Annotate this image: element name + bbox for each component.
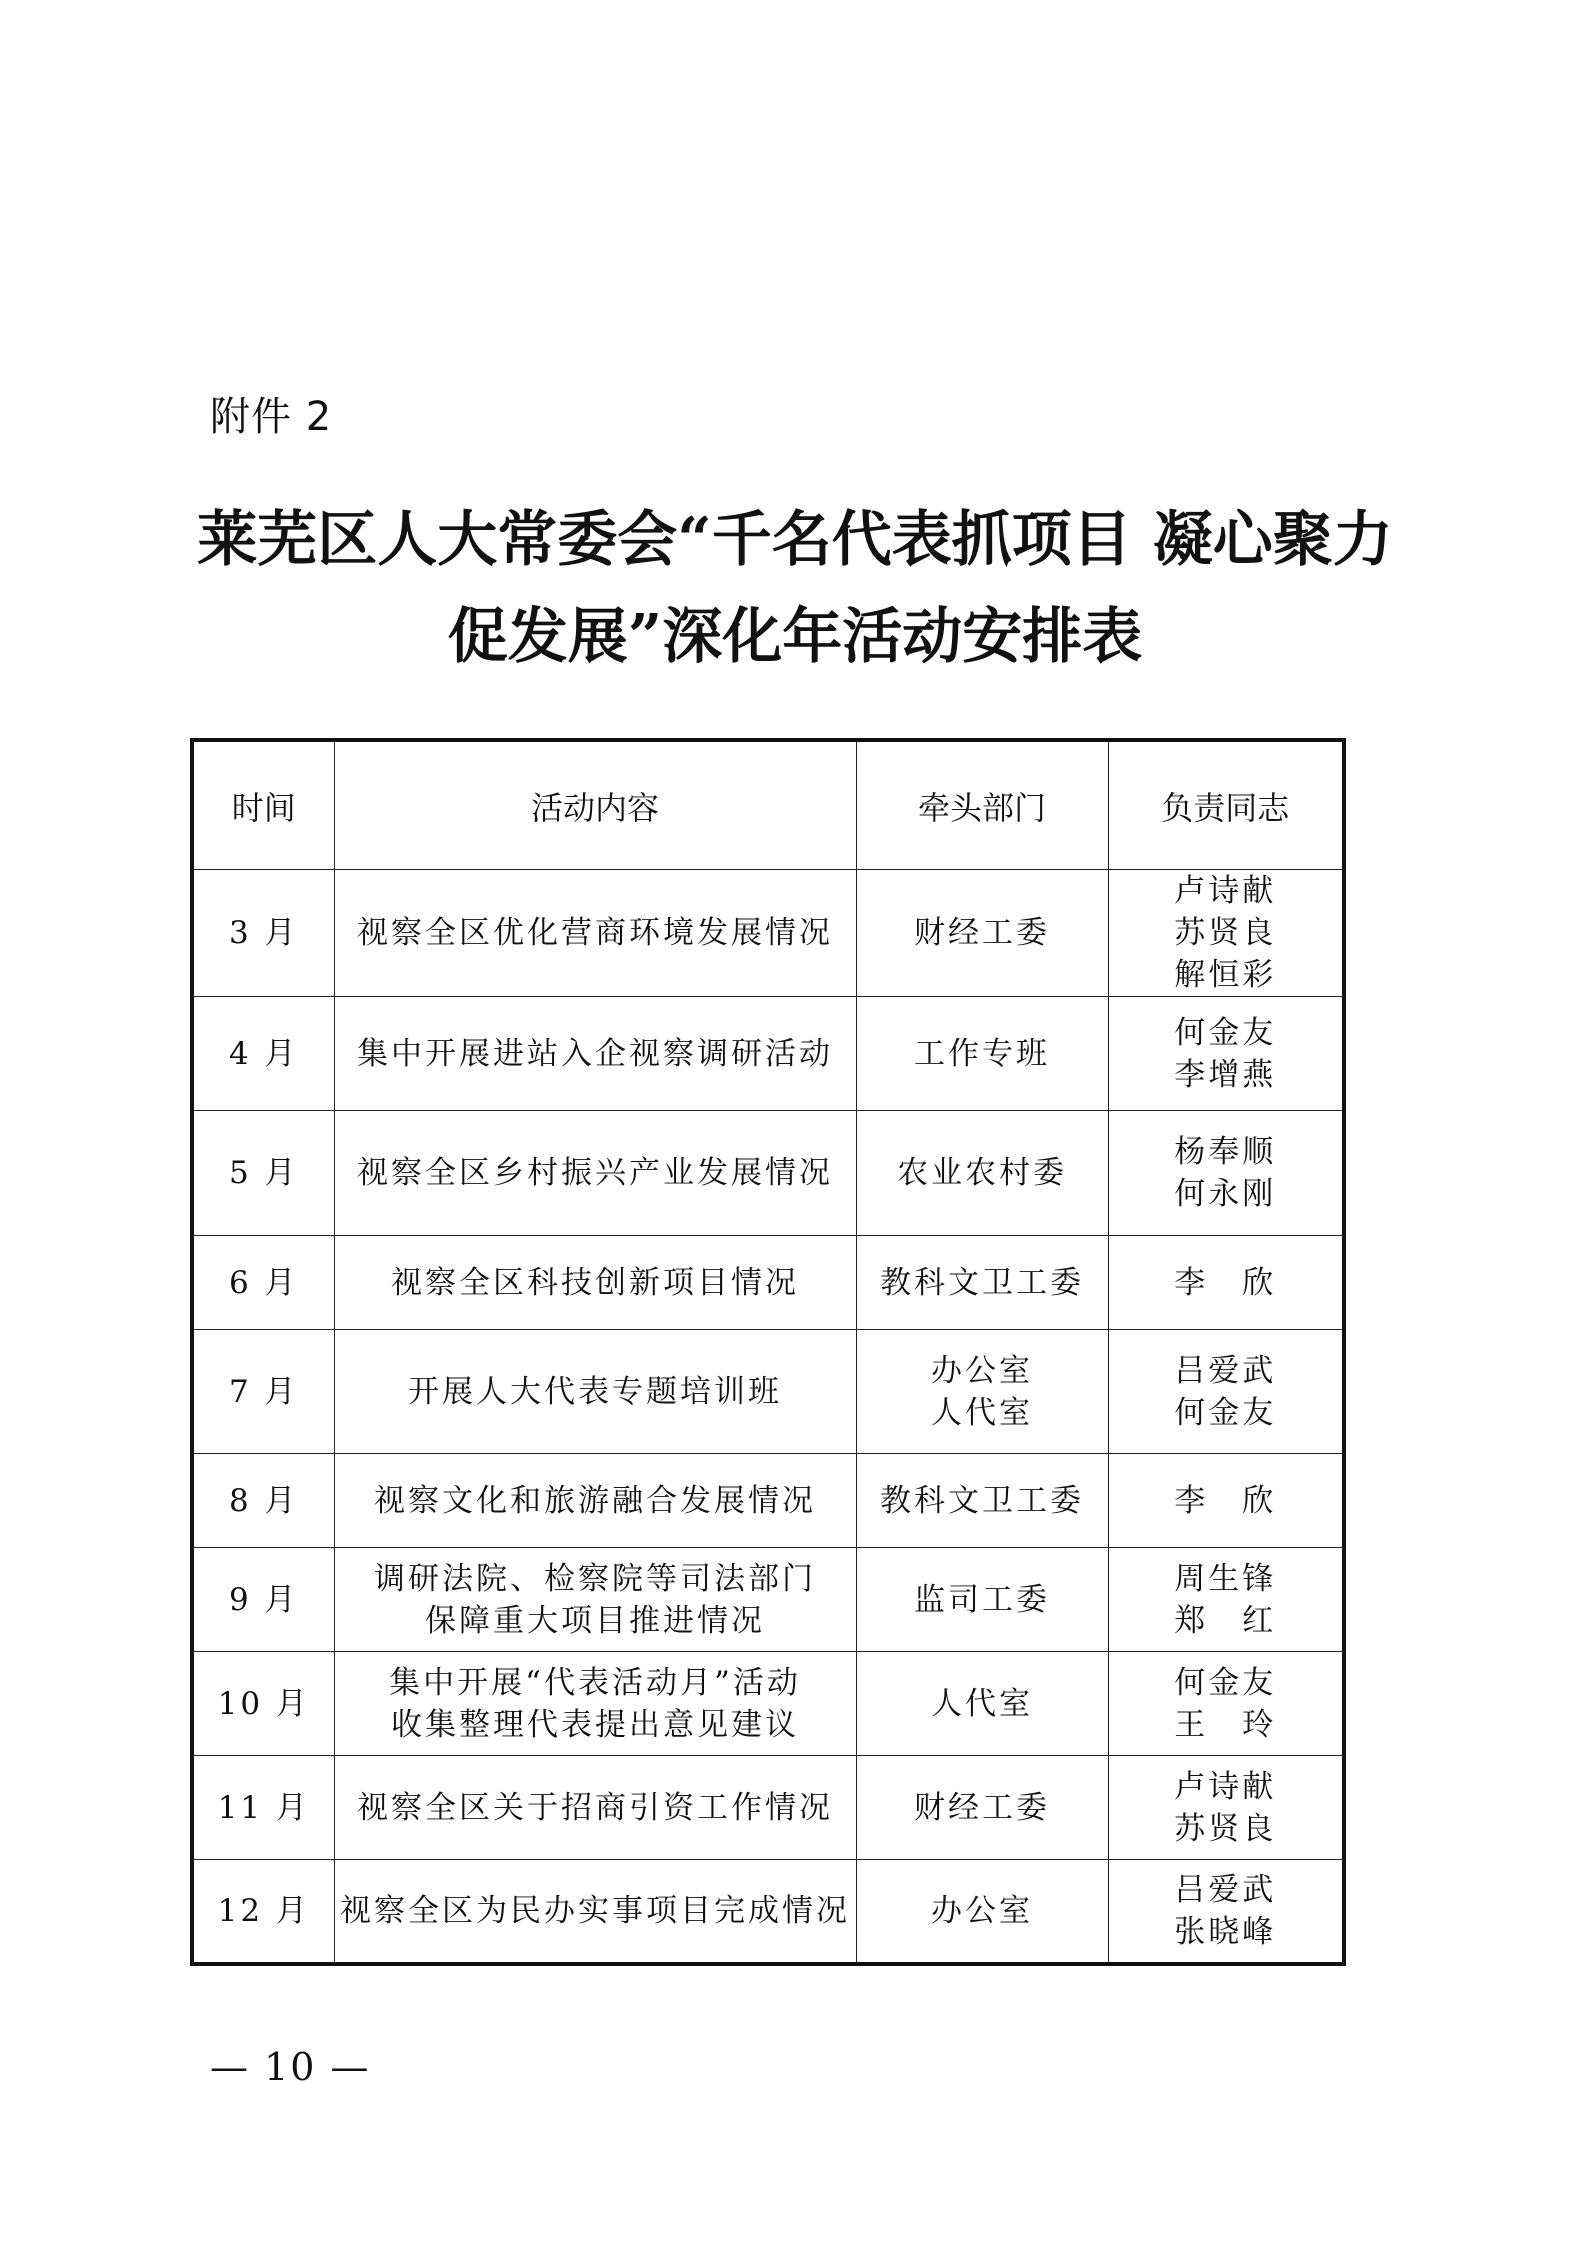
cell-content-line: 集中开展进站入企视察调研活动	[357, 1035, 833, 1072]
cell-content-line: 视察文化和旅游融合发展情况	[374, 1482, 816, 1519]
table-row	[192, 1236, 1344, 1330]
cell-person-line: 何永刚	[1174, 1176, 1277, 1212]
cell-person-line: 吕爱武	[1174, 1352, 1277, 1389]
activity-schedule-table	[190, 738, 1346, 1966]
header-time: 时间	[192, 740, 334, 870]
cell-dept	[856, 997, 1108, 1111]
cell-person-line: 苏贤良	[1174, 915, 1277, 951]
document-title-line-2: 促发展”深化年活动安排表	[447, 602, 1143, 672]
cell-person-line: 何金友	[1174, 1014, 1277, 1051]
cell-person-line: 李 欣	[1174, 1482, 1277, 1519]
cell-person	[1108, 1860, 1344, 1964]
cell-dept	[856, 870, 1108, 997]
cell-person-line: 张晓峰	[1174, 1913, 1277, 1950]
cell-dept	[856, 1652, 1108, 1756]
cell-dept-line: 人代室	[931, 1394, 1033, 1431]
cell-dept-line: 教科文卫工委	[880, 1482, 1084, 1519]
table-row	[192, 1454, 1344, 1548]
cell-time: 9 月	[192, 1548, 334, 1652]
cell-content	[334, 1860, 856, 1964]
cell-time: 5 月	[192, 1111, 334, 1236]
cell-person-line: 何金友	[1174, 1394, 1277, 1431]
table-row	[192, 1860, 1344, 1964]
cell-content	[334, 1236, 856, 1330]
cell-content	[334, 870, 856, 997]
cell-dept-line: 工作专班	[914, 1035, 1050, 1072]
cell-dept	[856, 1454, 1108, 1548]
cell-content	[334, 1330, 856, 1454]
cell-dept	[856, 1548, 1108, 1652]
cell-person-line: 卢诗献	[1174, 1768, 1277, 1805]
cell-person	[1108, 1548, 1344, 1652]
cell-person	[1108, 1652, 1344, 1756]
cell-content-line: 视察全区关于招商引资工作情况	[357, 1789, 833, 1826]
cell-dept	[856, 1860, 1108, 1964]
table-row	[192, 1756, 1344, 1860]
cell-dept	[856, 1111, 1108, 1236]
cell-content	[334, 1454, 856, 1548]
cell-time: 4 月	[192, 997, 334, 1111]
cell-person	[1108, 1111, 1344, 1236]
cell-content-line: 调研法院、检察院等司法部门	[374, 1560, 816, 1597]
cell-person-line: 苏贤良	[1174, 1810, 1277, 1847]
cell-time: 8 月	[192, 1454, 334, 1548]
cell-content-line: 收集整理代表提出意见建议	[391, 1706, 799, 1743]
cell-dept-line: 监司工委	[914, 1581, 1050, 1618]
cell-person	[1108, 1330, 1344, 1454]
cell-dept-line: 财经工委	[914, 1789, 1050, 1826]
cell-content	[334, 1652, 856, 1756]
header-content: 活动内容	[334, 740, 856, 870]
cell-person-line: 郑 红	[1174, 1602, 1277, 1639]
cell-person-line: 李增燕	[1174, 1056, 1277, 1093]
attachment-label: 附件 2	[210, 394, 333, 440]
cell-dept	[856, 1330, 1108, 1454]
cell-person-line: 周生锋	[1174, 1560, 1277, 1597]
cell-person	[1108, 997, 1344, 1111]
cell-content-line: 视察全区优化营商环境发展情况	[357, 915, 833, 951]
cell-dept-line: 办公室	[931, 1352, 1033, 1389]
cell-dept	[856, 1236, 1108, 1330]
cell-dept	[856, 1756, 1108, 1860]
table-body	[192, 870, 1344, 1964]
cell-content-line: 保障重大项目推进情况	[425, 1602, 765, 1639]
cell-time: 6 月	[192, 1236, 334, 1330]
cell-person-line: 王 玲	[1174, 1706, 1277, 1743]
cell-time: 12 月	[192, 1860, 334, 1964]
document-title-line-1: 莱芜区人大常委会“千名代表抓项目 凝心聚力	[197, 505, 1393, 575]
header-dept: 牵头部门	[856, 740, 1108, 870]
cell-time: 11 月	[192, 1756, 334, 1860]
cell-time: 7 月	[192, 1330, 334, 1454]
cell-person	[1108, 1236, 1344, 1330]
page-number: — 10 —	[210, 2045, 371, 2089]
cell-person-line: 李 欣	[1174, 1264, 1277, 1301]
cell-person-line: 吕爱武	[1174, 1871, 1277, 1908]
table-row	[192, 1111, 1344, 1236]
cell-dept-line: 教科文卫工委	[880, 1264, 1084, 1301]
cell-content-line: 视察全区乡村振兴产业发展情况	[357, 1155, 833, 1191]
cell-person	[1108, 1756, 1344, 1860]
cell-content	[334, 997, 856, 1111]
table-row	[192, 1548, 1344, 1652]
cell-content-line: 开展人大代表专题培训班	[408, 1373, 782, 1410]
cell-content	[334, 1548, 856, 1652]
cell-dept-line: 财经工委	[914, 915, 1050, 951]
table-row	[192, 1330, 1344, 1454]
cell-content	[334, 1111, 856, 1236]
cell-person-line: 何金友	[1174, 1664, 1277, 1701]
cell-person-line: 杨奉顺	[1174, 1134, 1277, 1170]
cell-dept-line: 农业农村委	[897, 1155, 1067, 1191]
table-row	[192, 1652, 1344, 1756]
cell-content-line: 视察全区为民办实事项目完成情况	[340, 1892, 850, 1929]
header-person: 负责同志	[1108, 740, 1344, 870]
cell-person	[1108, 1454, 1344, 1548]
cell-time: 3 月	[192, 870, 334, 997]
cell-content-line: 集中开展“代表活动月”活动	[389, 1664, 801, 1701]
cell-dept-line: 人代室	[931, 1685, 1033, 1722]
cell-content	[334, 1756, 856, 1860]
cell-time: 10 月	[192, 1652, 334, 1756]
cell-person	[1108, 870, 1344, 997]
cell-person-line: 解恒彩	[1174, 957, 1277, 993]
table-header-row	[192, 740, 1344, 870]
table-row	[192, 870, 1344, 997]
table-row	[192, 997, 1344, 1111]
cell-content-line: 视察全区科技创新项目情况	[391, 1264, 799, 1301]
cell-dept-line: 办公室	[931, 1892, 1033, 1929]
cell-person-line: 卢诗献	[1174, 873, 1277, 909]
